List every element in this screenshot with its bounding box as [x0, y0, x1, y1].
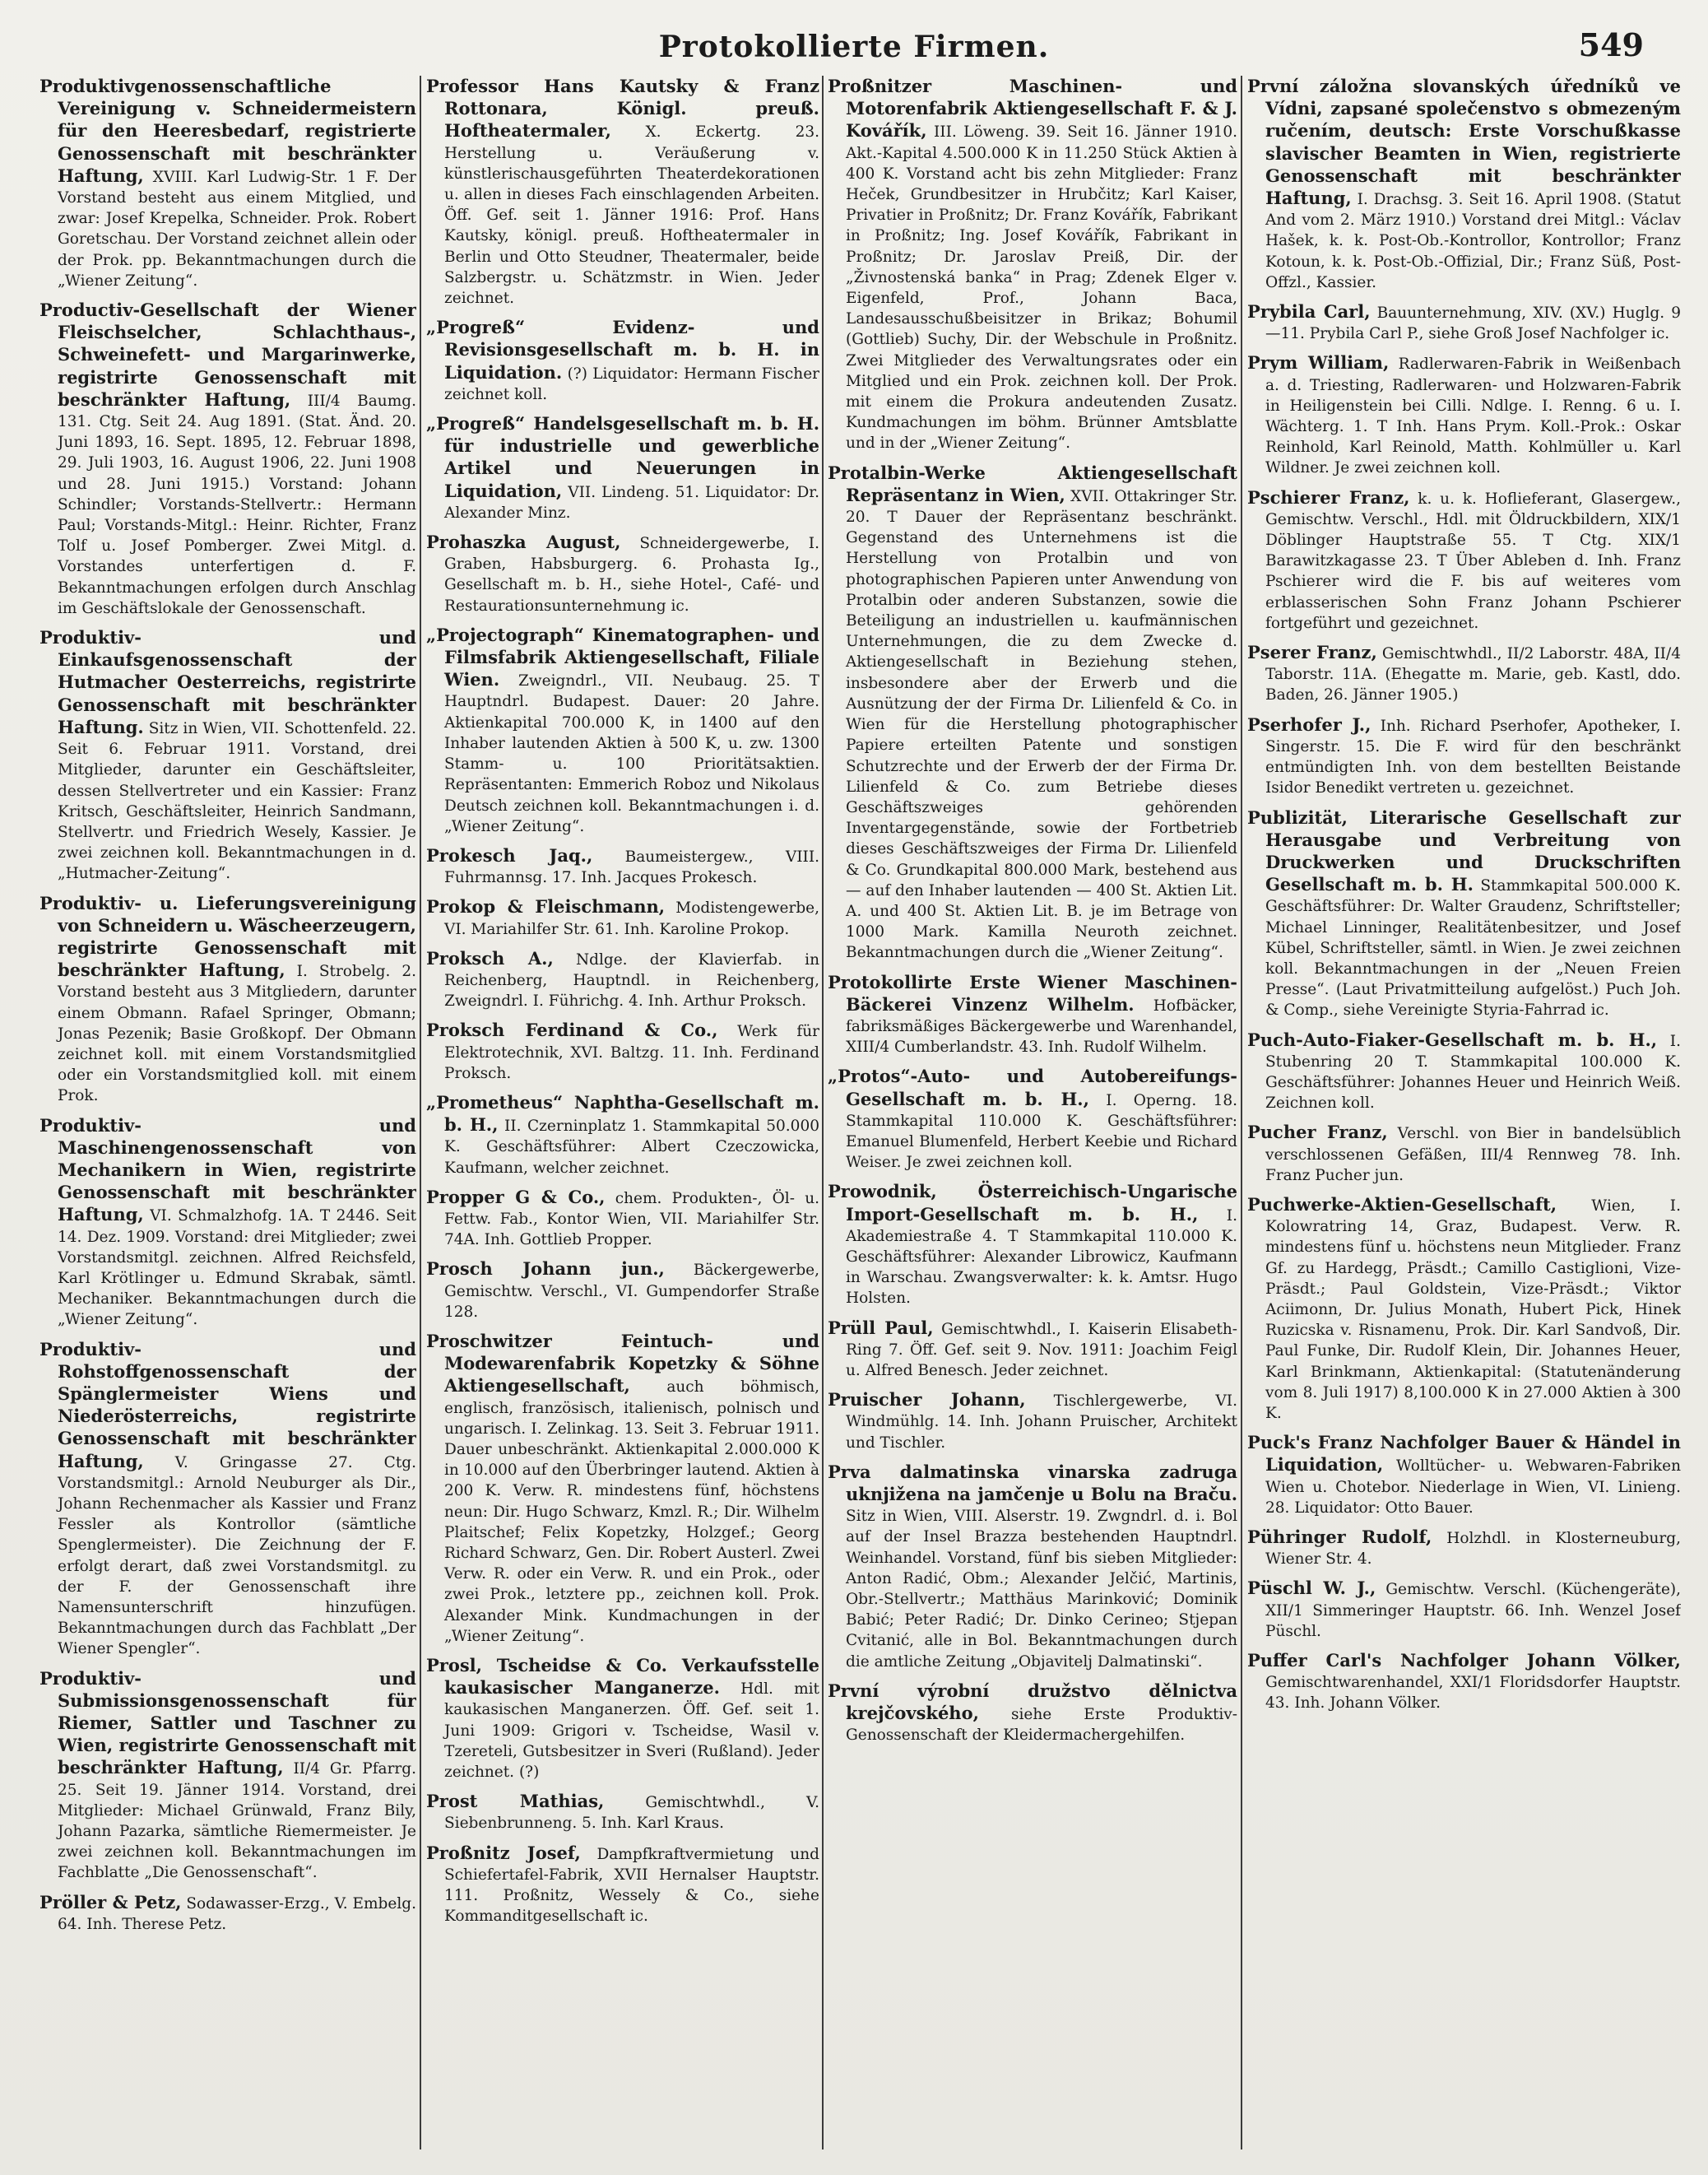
firm-name: Proksch A.,	[426, 947, 554, 969]
firm-entry	[426, 1020, 819, 1084]
firm-details: Gemischtw. Verschl. (Küchengeräte), XII/1 Simmeringer Hauptstr. 66. Inh. Wenzel Josef Püschl.	[1265, 1581, 1681, 1640]
firm-entry	[426, 76, 819, 309]
firm-entry	[426, 948, 819, 1012]
firm-details: XVIII. Karl Ludwig-Str. 1 F. Der Vorstand besteht aus einem Mitglied, und zwar: Josef Krepelka, Schneider. Prok. Robert Goretschau. Der Vorstand zeichnet allein oder der Prok. pp. Bekanntmachungen durch die „Wiener Zeitung“.	[58, 168, 416, 290]
firm-entry	[1247, 642, 1681, 706]
column-4	[1247, 76, 1681, 2149]
firm-entry	[1247, 1122, 1681, 1186]
firm-name: Pruischer Johann,	[828, 1389, 1026, 1410]
firm-entry	[426, 317, 819, 405]
firm-entry	[426, 1187, 819, 1251]
firm-details: III. Löweng. 39. Seit 16. Jänner 1910. Akt.-Kapital 4.500.000 K in 11.250 Stück Aktien à 400 K. Vorstand acht bis zehn Mitglieder: Franz Heček, Grundbesitzer in Hrubčitz; Karl Kaiser, Privatier in Proßnitz; Dr. Franz Kovářík, Fabrikant in Proßnitz; Ing. Josef Kovářík, Fabrikant in Proßnitz; Dr. Jaroslav Preiß, Dir. der „Živnostenská banka“ in Prag; Zdenek Elger v. Eigenfeld, Prof., Johann Baca, Landesausschußbeisitzer in Brikaz; Bohumil (Gottlieb) Suchy, Dir. der Webschule in Proßnitz. Zwei Mitglieder des Verwaltungsrates oder ein Mitglied und ein Prok. zeichnen koll. Der Prok. mit einem die Prokura andeutenden Zusatz. Kundmachungen im böhm. Brünner Amtsblatte und in der „Wiener Zeitung“.	[846, 123, 1237, 453]
firm-name: Produktiv- und Submissionsgenossenschaft für Riemer, Sattler und Taschner zu Wien, registrirte Genossenschaft mit beschränkter Haftung,	[39, 1667, 416, 1778]
firm-name: Puch-Auto-Fiaker-Gesellschaft m. b. H.,	[1247, 1029, 1658, 1050]
firm-entry	[426, 1092, 819, 1178]
firm-name: Protokollirte Erste Wiener Maschinen-Bäckerei Vinzenz Wilhelm.	[828, 971, 1237, 1015]
firm-name: Protalbin-Werke Aktiengesellschaft Repräsentanz in Wien,	[828, 462, 1237, 505]
firm-name: Produktiv- und Rohstoffgenossenschaft der Spänglermeister Wiens und Niederösterreichs, registrirte Genossenschaft mit beschränkter Haftung,	[39, 1338, 416, 1471]
firm-name: První záložna slovanských úředníků ve Vídni, zapsané společenstvo s obmezeným ručením, deutsch: Erste Vorschußkasse slavischer Beamten in Wien, registrierte Genossenschaft mit beschränkter Haftung,	[1247, 76, 1681, 209]
firm-entry	[39, 1339, 416, 1660]
firm-name: Professor Hans Kautsky & Franz Rottonara, Königl. preuß. Hoftheatermaler,	[426, 76, 819, 142]
firm-entry	[426, 1655, 819, 1782]
firm-details: Sitz in Wien, VIII. Alserstr. 19. Zwgndrl. d. i. Bol auf der Insel Brazza bestehenden Hauptndrl. Weinhandel. Vorstand, fünf bis sieben Mitglieder: Anton Radić, Obm.; Alexander Jelčić, Martinis, Obr.-Stellvertr.; Matthäus Marinković; Dominik Babić; Peter Radić; Dr. Dinko Cerineo; Stjepan Cvitanić, alle in Bol. Bekanntmachungen durch die amtliche Zeitung „Objavitelj Dalmatinski“.	[846, 1508, 1237, 1671]
firm-name: Prohaszka August,	[426, 532, 621, 553]
firm-entry	[1247, 1527, 1681, 1569]
firm-entry	[426, 896, 819, 939]
firm-name: Produktivgenossenschaftliche Vereinigung v. Schneidermeistern für den Heeresbedarf, registrierte Genossenschaft mit beschränkter Haftung,	[39, 76, 416, 186]
firm-entry	[39, 1668, 416, 1884]
firm-entry	[1247, 1432, 1681, 1518]
firm-name: Prva dalmatinska vinarska zadruga uknjižena na jamčenje u Bolu na Braču.	[828, 1461, 1237, 1504]
firm-name: Prybila Carl,	[1247, 301, 1371, 323]
firm-entry	[426, 1791, 819, 1833]
firm-name: Puchwerke-Aktien-Gesellschaft,	[1247, 1193, 1557, 1215]
firm-name: Pschierer Franz,	[1247, 486, 1410, 508]
column-2	[426, 76, 819, 2149]
page-header	[0, 23, 1708, 72]
firm-details: Gemischtwhdl., V. Siebenbrunneng. 5. Inh. Karl Kraus.	[444, 1794, 819, 1833]
firm-name: Proßnitzer Maschinen- und Motorenfabrik Aktiengesellschaft F. & J. Kovářík,	[828, 76, 1237, 142]
firm-details: Dampfkraftvermietung und Schiefertafel-Fabrik, XVII Hernalser Hauptstr. 111. Proßnitz, Wessely & Co., siehe Kommanditgesellschaft ic.	[444, 1845, 819, 1926]
firm-details: Hofbäcker, fabriksmäßiges Bäckergewerbe und Warenhandel, XIII/4 Cumberlandstr. 43. Inh. Rudolf Wilhelm.	[846, 997, 1237, 1057]
firm-details: Gemischtwarenhandel, XXI/1 Floridsdorfer Hauptstr. 43. Inh. Johann Völker.	[1265, 1674, 1681, 1713]
firm-details: siehe Erste Produktiv-Genossenschaft der Kleidermachergehilfen.	[846, 1706, 1237, 1745]
firm-name: Prym William,	[1247, 352, 1390, 374]
firm-details: Inh. Richard Pserhofer, Apotheker, I. Singerstr. 15. Die F. wird für den beschränkt entmündigten Inh. von dem bestellten Beistande Isidor Benedikt vertreten u. gezeichnet.	[1265, 717, 1681, 797]
firm-details: Stammkapital 500.000 K. Geschäftsführer: Dr. Walter Graudenz, Schriftsteller; Michael Linninger, Realitätenbesitzer, und Josef Kübel, Schriftsteller, sämtl. in Wien. Je zwei zeichnen koll. Bekanntmachungen in der „Neuen Freien Presse“. (Laut Privatmitteilung aufgelöst.) Puch Joh. & Comp., siehe Vereinigte Styria-Fahrrad ic.	[1265, 877, 1681, 1020]
firm-details: I. Stubenring 20 T. Stammkapital 100.000 K. Geschäftsführer: Johannes Heuer und Heinrich Weiß. Zeichnen koll.	[1265, 1032, 1681, 1113]
firm-name: Produktiv- u. Lieferungsvereinigung von Schneidern u. Wäscheerzeugern, registrirte Genossenschaft mit beschränkter Haftung,	[39, 892, 416, 981]
firm-details: XVII. Ottakringer Str. 20. T Dauer der Repräsentanz beschränkt. Gegenstand des Unternehmens ist die Herstellung von Protalbin und von photographischen Papieren unter Anwendung von Protalbin oder anderen Substanzen, sowie die Beteiligung an industriellen u. kaufmännischen Unternehmungen, die zu dem Zwecke d. Aktiengesellschaft in Beziehung stehen, insbesondere aber der Erwerb und die Ausnützung der der Firma Dr. Lilienfeld & Co. in Wien für die Herstellung photographischer Papiere erteilten Patente und sonstigen Schutzrechte und der Erwerb der der Firma Dr. Lilienfeld & Co. zum Betriebe dieses Geschäftszweiges gehörenden Inventargegenstände, sowie der Fortbetrieb dieses Geschäftszweiges der Firma Dr. Lilienfeld & Co. Grundkapital 800.000 Mark, bestehend aus — auf den Inhaber lautenden — 400 St. Aktien Lit. A. und 400 St. Aktien Lit. B. je im Betrage von 1000 Mark. Kamilla Neuroth zeichnet. Bekanntmachungen durch die „Wiener Zeitung“.	[846, 487, 1237, 962]
firm-name: „Progreß“ Handelsgesellschaft m. b. H. für industrielle und gewerbliche Artikel und Neuerungen in Liquidation,	[426, 413, 819, 501]
firm-name: „Prometheus“ Naphtha-Gesellschaft m. b. H.,	[426, 1091, 819, 1136]
firm-details: VI. Schmalzhofg. 1A. T 2446. Seit 14. Dez. 1909. Vorstand: drei Mitglieder; zwei Vorstandsmitgl. zeichnen. Alfred Reichsfeld, Karl Krötlinger u. Edmund Skrabak, sämtl. Mechaniker. Bekanntmachungen durch die „Wiener Zeitung“.	[58, 1207, 416, 1329]
firm-entry	[828, 1066, 1237, 1173]
firm-details: Wien, I. Kolowratring 14, Graz, Budapest. Verw. R. mindestens fünf u. höchstens neun Mitglieder. Franz Gf. zu Hardegg, Präsdt.; Camillo Castiglioni, Vize-Präsdt.; Paul Goldstein, Vize-Präsdt.; Viktor Aciimonn, Dr. Julius Monath, Hubert Pick, Hinek Ruzicska v. Risnamenu, Prok. Dir. Karl Sandvoß, Dir. Paul Funke, Dir. Rudolf Klein, Dir. Johannes Heuer, Karl Brinkmann, Aktienkapital: (Statutenänderung vom 8. Juli 1917) 8,100.000 K in 27.000 Aktien à 300 K.	[1265, 1197, 1681, 1422]
firm-entry	[1247, 1578, 1681, 1642]
firm-name: Puck's Franz Nachfolger Bauer & Händel in Liquidation,	[1247, 1432, 1681, 1476]
firm-entry	[1247, 807, 1681, 1021]
firm-name: Prüll Paul,	[828, 1317, 934, 1338]
firm-name: Prowodnik, Österreichisch-Ungarische Import-Gesellschaft m. b. H.,	[828, 1181, 1237, 1225]
firm-entry	[39, 300, 416, 619]
firm-entry	[828, 1389, 1237, 1453]
firm-details: X. Eckertg. 23. Herstellung u. Veräußerung v. künstlerischausgeführten Theaterdekorationen u. allen in dieses Fach einschlagenden Arbeiten. Öff. Gef. seit 1. Jänner 1916: Prof. Hans Kautsky, königl. preuß. Hoftheatermaler in Berlin und Otto Steudner, Theatermaler, beide Salzbergstr. u. Schätzmstr. in Wien. Jeder zeichnet.	[444, 123, 819, 308]
firm-entry	[828, 76, 1237, 454]
firm-details: Ndlge. der Klavierfab. in Reichenberg, Hauptndl. in Reichenberg, Zweigndrl. I. Führichg. 4. Inh. Arthur Proksch.	[444, 950, 819, 1011]
firm-details: Holzhdl. in Klosterneuburg, Wiener Str. 4.	[1265, 1530, 1681, 1569]
firm-name: Produktiv- und Einkaufsgenossenschaft der Hutmacher Oesterreichs, registrirte Genossenschaft mit beschränkter Haftung.	[39, 627, 416, 737]
firm-details: Werk für Elektrotechnik, XVI. Baltzg. 11. Inh. Ferdinand Proksch.	[444, 1023, 819, 1082]
firm-details: Sitz in Wien, VII. Schottenfeld. 22. Seit 6. Februar 1911. Vorstand, drei Mitglieder, darunter ein Geschäftsleiter, dessen Stellvertreter und ein Kassier: Franz Kritsch, Geschäftsleiter, Heinrich Sandmann, Stellvertr. und Friedrich Wesely, Kassier. Je zwei zeichnen koll. Bekanntmachungen in d. „Hutmacher-Zeitung“.	[58, 719, 416, 883]
page-number: 549	[1578, 26, 1644, 63]
firm-details: II/4 Gr. Pfarrg. 25. Seit 19. Jänner 1914. Vorstand, drei Mitglieder: Michael Grünwald, Franz Bily, Johann Pazarka, sämtliche Riemermeister. Je zwei zeichnen koll. Bekanntmachungen im Fachblatte „Die Genossenschaft“.	[58, 1760, 416, 1882]
firm-entry	[39, 76, 416, 291]
column-rule	[420, 76, 421, 2149]
firm-name: Püschl W. J.,	[1247, 1578, 1376, 1599]
firm-entry	[828, 972, 1237, 1058]
firm-details: Wolltücher- u. Webwaren-Fabriken Wien u. Chotebor. Niederlage in Wien, VI. Linieng. 28. Liquidator: Otto Bauer.	[1265, 1457, 1681, 1517]
page-title: Protokollierte Firmen.	[658, 30, 1050, 64]
firm-name: Pserer Franz,	[1247, 642, 1377, 663]
firm-details: Schneidergewerbe, I. Graben, Habsburgerg. 6. Prohasta Ig., Gesellschaft m. b. H., siehe Hotel-, Café- und Restaurationsunternehmung ic.	[444, 535, 819, 615]
firm-entry	[426, 1258, 819, 1322]
firm-entry	[426, 625, 819, 837]
firm-details: I. Strobelg. 2. Vorstand besteht aus 3 Mitgliedern, darunter einem Obmann. Rafael Springer, Obmann; Jonas Pezenik; Basie Großkopf. Der Obmann zeichnet koll. mit einem Vorstandsmitglied oder ein Vorstandsmitglied koll. mit einem Prok.	[58, 963, 416, 1105]
firm-entry	[1247, 301, 1681, 344]
firm-entry	[828, 1462, 1237, 1672]
firm-entry	[1247, 487, 1681, 634]
firm-name: „Protos“-Auto- und Autobereifungs-Gesellschaft m. b. H.,	[828, 1066, 1237, 1109]
firm-entry	[828, 1181, 1237, 1308]
firm-entry	[39, 893, 416, 1107]
firm-name: Pucher Franz,	[1247, 1122, 1388, 1143]
column-1	[39, 76, 416, 2149]
column-3	[828, 76, 1237, 2149]
firm-details: Bäckergewerbe, Gemischtw. Verschl., VI. Gumpendorfer Straße 128.	[444, 1262, 819, 1321]
firm-details: Gemischtwhdl., II/2 Laborstr. 48A, II/4 Taborstr. 11A. (Ehegatte m. Marie, geb. Kastl, ddo. Baden, 26. Jänner 1905.)	[1265, 645, 1681, 704]
column-rule	[1241, 76, 1242, 2149]
firm-entry	[1247, 1029, 1681, 1114]
firm-name: Proschwitzer Feintuch- und Modewarenfabrik Kopetzky & Söhne Aktiengesellschaft,	[426, 1330, 819, 1397]
firm-name: Prosl, Tscheidse & Co. Verkaufsstelle kaukasischer Manganerze.	[426, 1655, 819, 1699]
firm-details: Radlerwaren-Fabrik in Weißenbach a. d. Triesting, Radlerwaren- und Holzwaren-Fabrik in Heiligenstein bei Cilli. Ndlge. I. Renng. 6 u. I. Wächterg. 1. T Inh. Hans Prym. Koll.-Prok.: Oskar Reinhold, Karl Reinold, Matth. Kohlmüller u. Karl Wildner. Je zwei zeichnen koll.	[1265, 356, 1681, 477]
firm-name: Produktiv- und Maschinengenossenschaft von Mechanikern in Wien, registrirte Genossenschaft mit beschränkter Haftung,	[39, 1114, 416, 1225]
firm-details: Tischlergewerbe, VI. Windmühlg. 14. Inh. Johann Pruischer, Architekt und Tischler.	[846, 1392, 1237, 1452]
firm-details: Baumeistergew., VIII. Fuhrmannsg. 17. Inh. Jacques Prokesch.	[444, 848, 819, 887]
firm-details: Hdl. mit kaukasischen Manganerzen. Öff. Gef. seit 1. Juni 1909: Grigori v. Tscheidse, Wasil v. Tzereteli, Gutsbesitzer in Sveri (Rußland). Jeder zeichnet. (?)	[444, 1680, 819, 1782]
firm-entry	[426, 1331, 819, 1647]
firm-entry	[39, 1115, 416, 1331]
firm-entry	[426, 413, 819, 523]
firm-details: II. Czerninplatz 1. Stammkapital 50.000 K. Geschäftsführer: Albert Czeczowicka, Kaufmann, welcher zeichnet.	[444, 1118, 819, 1177]
firm-entry	[828, 462, 1237, 964]
firm-details: I. Operng. 18. Stammkapital 110.000 K. Geschäftsführer: Emanuel Blumenfeld, Herbert Keebie und Richard Weiser. Je zwei zeichnen koll.	[846, 1091, 1237, 1172]
firm-details: (?) Liquidator: Hermann Fischer zeichnet koll.	[444, 365, 819, 403]
firm-name: „Progreß“ Evidenz- und Revisionsgesellschaft m. b. H. in Liquidation.	[426, 317, 819, 383]
firm-details: I. Akademiestraße 4. T Stammkapital 110.000 K. Geschäftsführer: Alexander Librowicz, Kaufmann in Warschau. Zwangsverwalter: k. k. Amtsr. Hugo Holsten.	[846, 1206, 1237, 1308]
firm-name: Proksch Ferdinand & Co.,	[426, 1020, 718, 1041]
firm-name: Pserhofer J.,	[1247, 713, 1372, 735]
firm-details: Modistengewerbe, VI. Mariahilfer Str. 61. Inh. Karoline Prokop.	[444, 899, 819, 938]
firm-entry	[426, 532, 819, 616]
firm-name: Propper G & Co.,	[426, 1186, 606, 1207]
firm-name: Pühringer Rudolf,	[1247, 1527, 1432, 1547]
firm-details: k. u. k. Hoflieferant, Glasergew., Gemischtw. Verschl., Hdl. mit Öldruckbildern, XIX/1 Döblinger Hauptstraße 55. T Ctg. XIX/1 Barawitzkagasse 23. T Über Ableben d. Inh. Franz Pschierer wird die F. bis auf weiteres vom erblasserischen Sohn Franz Johann Pschierer fortgeführt und gezeichnet.	[1265, 490, 1681, 632]
firm-details: Sodawasser-Erzg., V. Embelg. 64. Inh. Therese Petz.	[58, 1894, 416, 1933]
firm-entry	[426, 845, 819, 888]
firm-entry	[1247, 76, 1681, 293]
firm-entry	[426, 1843, 819, 1927]
firm-name: Prosch Johann jun.,	[426, 1258, 665, 1280]
firm-name: Prost Mathias,	[426, 1791, 605, 1812]
firm-name: První výrobní družstvo dělnictva krejčovského,	[828, 1680, 1237, 1724]
firm-entry	[828, 1318, 1237, 1382]
firm-entry	[39, 1892, 416, 1935]
firm-name: Prokesch Jaq.,	[426, 844, 593, 866]
firm-details: Gemischtwhdl., I. Kaiserin Elisabeth-Ring 7. Öff. Gef. seit 9. Nov. 1911: Joachim Feigl u. Alfred Benesch. Jeder zeichnet.	[846, 1320, 1237, 1379]
firm-details: Bauunternehmung, XIV. (XV.) Huglg. 9—11. Prybila Carl P., siehe Groß Josef Nachfolger ic.	[1265, 304, 1681, 343]
firm-entry	[828, 1680, 1237, 1746]
firm-entry	[1247, 1650, 1681, 1714]
firm-name: Pröller & Petz,	[39, 1891, 182, 1912]
firm-details: VII. Lindeng. 51. Liquidator: Dr. Alexander Minz.	[444, 483, 819, 522]
firm-name: Puffer Carl's Nachfolger Johann Völker,	[1247, 1650, 1681, 1671]
firm-details: I. Drachsg. 3. Seit 16. April 1908. (Statut And vom 2. März 1910.) Vorstand drei Mitgl.: Václav Hašek, k. k. Post-Ob.-Kontrollor, Kontrollor; Franz Kotoun, k. k. Post-Ob.-Offizial, Dir.; Franz Süß, Post-Offzl., Kassier.	[1265, 191, 1681, 291]
firm-entry	[1247, 352, 1681, 478]
column-rule	[822, 76, 824, 2149]
firm-entry	[39, 627, 416, 884]
firm-details: Zweigndrl., VII. Neubaug. 25. T Hauptndrl. Budapest. Dauer: 20 Jahre. Aktienkapital 700.000 K, in 1400 auf den Inhaber lautenden Aktien à 500 K, u. zw. 1300 Stamm- u. 100 Prioritätsaktien. Repräsentanten: Emmerich Roboz und Nikolaus Deutsch zeichnen koll. Bekanntmachungen i. d. „Wiener Zeitung“.	[444, 672, 819, 835]
firm-entry	[1247, 714, 1681, 799]
firm-details: auch böhmisch, englisch, französisch, italienisch, polnisch und ungarisch. I. Zelinkag. 13. Seit 3. Februar 1911. Dauer unbeschränkt. Aktienkapital 2.000.000 K in 10.000 auf den Überbringer lautend. Aktien à 200 K. Verw. R. mindestens fünf, höchstens neun: Dir. Hugo Schwarz, Kmzl. R.; Dir. Wilhelm Plaitschef; Felix Kopetzky, Holzgef.; Georg Richard Schwarz, Gen. Dir. Robert Austerl. Zwei Verw. R. oder ein Verw. R. und ein Prok., oder zwei Prok., letztere pp., zeichnen koll. Prok. Alexander Mink. Kundmachungen in der „Wiener Zeitung“.	[444, 1378, 819, 1645]
firm-details: V. Gringasse 27. Ctg. Vorstandsmitgl.: Arnold Neuburger als Dir., Johann Rechenmacher als Kassier und Franz Fessler als Kontrollor (sämtliche Spenglermeister). Die Zeichnung der F. erfolgt derart, daß zwei Vorstandsmitgl. zu der F. der Genossenschaft ihre Namensunterschrift hinzufügen. Bekanntmachungen durch das Fachblatt „Der Wiener Spengler“.	[58, 1453, 416, 1658]
firm-name: Productiv-Gesellschaft der Wiener Fleischselcher, Schlachthaus-, Schweinefett- und Margarinwerke, registrirte Genossenschaft mit beschränkter Haftung,	[39, 300, 416, 410]
firm-name: „Projectograph“ Kinematographen- und Filmsfabrik Aktiengesellschaft, Filiale Wien.	[426, 624, 819, 690]
firm-details: Verschl. von Bier in bandelsüblich verschlossenen Gefäßen, III/4 Rennweg 78. Inh. Franz Pucher jun.	[1265, 1125, 1681, 1184]
firm-entry	[1247, 1194, 1681, 1424]
firm-name: Prokop & Fleischmann,	[426, 896, 666, 918]
firm-name: Proßnitz Josef,	[426, 1842, 581, 1863]
firm-name: Publizität, Literarische Gesellschaft zur Herausgabe und Verbreitung von Druckwerken und Druckschriften Gesellschaft m. b. H.	[1247, 806, 1681, 895]
firm-details: III/4 Baumg. 131. Ctg. Seit 24. Aug 1891. (Stat. Änd. 20. Juni 1893, 16. Sept. 1895, 12. Februar 1898, 29. Juli 1903, 16. August 1906, 22. Juni 1908 und 28. Juni 1915.) Vorstand: Johann Schindler; Vorstands-Stellvertr.: Hermann Paul; Vorstands-Mitgl.: Heinr. Richter, Franz Tolf u. Josef Pomberger. Zwei Mitgl. d. Vorstandes unterfertigen d. F. Bekanntmachungen erfolgen durch Anschlag im Geschäftslokale der Genossenschaft.	[58, 392, 416, 617]
firm-details: chem. Produkten-, Öl- u. Fettw. Fab., Kontor Wien, VII. Mariahilfer Str. 74A. Inh. Gottlieb Propper.	[444, 1189, 819, 1249]
columns-container	[39, 76, 1681, 2149]
